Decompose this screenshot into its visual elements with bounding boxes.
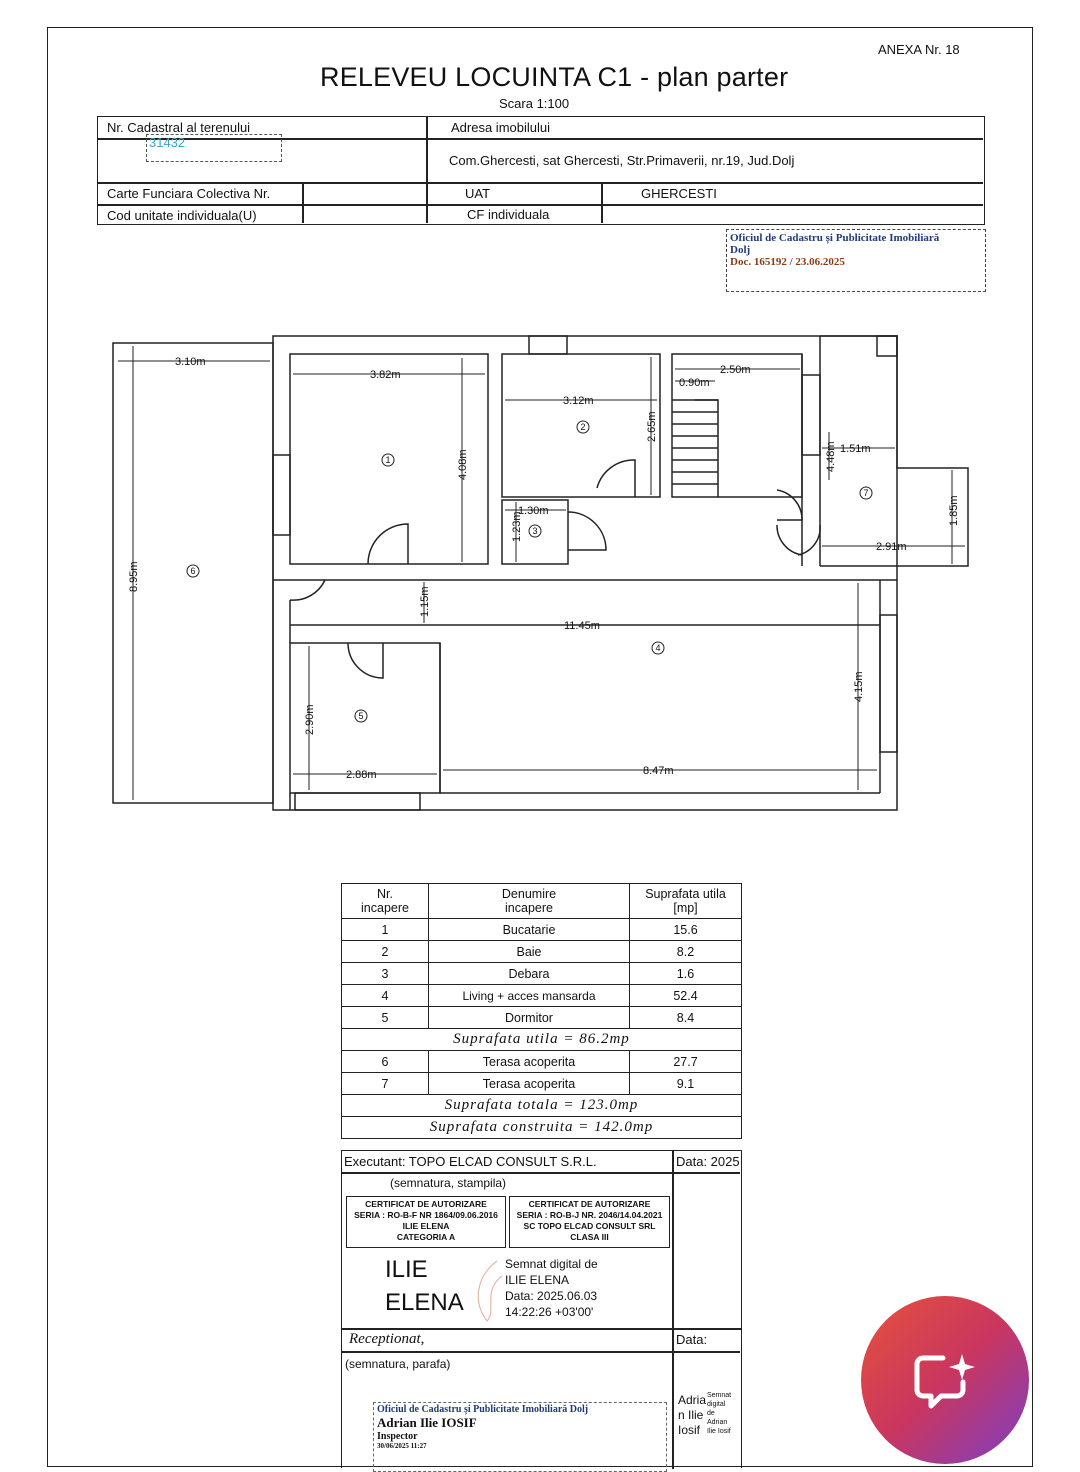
- dim-2-88: 2.88m: [346, 769, 377, 781]
- header-area: Suprafata utila [mp]: [630, 884, 742, 919]
- rooms-table: [341, 883, 742, 1139]
- dim-3-12: 3.12m: [563, 395, 594, 407]
- useful-area-total: Suprafata utila = 86.2mp: [342, 1029, 742, 1051]
- cf-label: Carte Funciara Colectiva Nr.: [107, 186, 271, 201]
- built-area: Suprafata construita = 142.0mp: [342, 1117, 742, 1139]
- dim-1-15: 1.15m: [419, 586, 431, 617]
- reception-signature-note: (semnatura, parafa): [345, 1357, 451, 1371]
- uat-value: GHERCESTI: [641, 186, 717, 201]
- ocpi-county: Dolj: [730, 244, 751, 256]
- dim-2-90: 2.90m: [304, 704, 316, 735]
- outer-wall: [273, 336, 897, 810]
- dim-2-65: 2.65m: [646, 411, 658, 442]
- dim-2-91: 2.91m: [876, 541, 907, 553]
- reception-digital-signature: Semnat digital de Adrian Ilie Iosif: [707, 1392, 732, 1435]
- dim-11-45: 11.45m: [564, 620, 600, 632]
- room-1-number: 1: [385, 455, 391, 465]
- room-2-number: 2: [580, 422, 586, 432]
- dim-4-48: 4.48m: [825, 441, 837, 472]
- page-title: RELEVEU LOCUINTA C1 - plan parter: [320, 62, 789, 92]
- reception-label: Receptionat,: [349, 1331, 425, 1347]
- dim-2-50: 2.50m: [720, 364, 751, 376]
- dim-1-30: 1.30m: [518, 505, 549, 517]
- table-row: 1 Bucatarie 15.6: [342, 919, 742, 941]
- dim-8-47: 8.47m: [643, 765, 674, 777]
- inspector-stamp: Oficiul de Cadastru și Publicitate Imobiliară Dolj Adrian Ilie IOSIF Inspector 30/06/2025 11:27: [373, 1402, 667, 1472]
- signer-name-line2: ELENA: [385, 1289, 464, 1316]
- reception-section: [341, 1328, 742, 1468]
- dim-0-90: 0.90m: [679, 377, 710, 389]
- dim-1-51: 1.51m: [840, 443, 871, 455]
- ai-assistant-button[interactable]: [861, 1296, 1029, 1464]
- ai-chat-sparkle-icon: [913, 1352, 979, 1412]
- dim-3-82: 3.82m: [370, 369, 401, 381]
- address-value: Com.Ghercesti, sat Ghercesti, Str.Primaverii, nr.19, Jud.Dolj: [449, 153, 795, 168]
- table-row: 7 Terasa acoperita 9.1: [342, 1073, 742, 1095]
- ocpi-doc: Doc. 165192 / 23.06.2025: [730, 256, 845, 268]
- dim-3-10: 3.10m: [175, 356, 206, 368]
- room-3-number: 3: [532, 526, 538, 536]
- table-row: 2 Baie 8.2: [342, 941, 742, 963]
- room-6-number: 6: [190, 566, 196, 576]
- reception-signer-name: Adria n Ilie Iosif: [678, 1393, 707, 1437]
- cf-individual-label: CF individuala: [467, 207, 550, 222]
- uat-label: UAT: [465, 186, 491, 201]
- dim-1-85: 1.85m: [948, 495, 960, 526]
- table-row: 3 Debara 1.6: [342, 963, 742, 985]
- executant-date: Data: 2025: [676, 1154, 740, 1169]
- total-area: Suprafata totala = 123.0mp: [342, 1095, 742, 1117]
- signature-scribble-icon: [467, 1256, 507, 1326]
- dim-8-95: 8.95m: [128, 561, 140, 592]
- unit-label: Cod unitate individuala(U): [107, 208, 257, 223]
- digital-signature-executant: Semnat digital de ILIE ELENA Data: 2025.06.03 14:22:26 +03'00': [505, 1257, 598, 1319]
- address-label: Adresa imobilului: [451, 120, 550, 135]
- table-row: 4 Living + acces mansarda 52.4: [342, 985, 742, 1007]
- cadastral-label: Nr. Cadastral al terenului: [107, 120, 251, 135]
- authorization-cert-1: CERTIFICAT DE AUTORIZARE SERIA : RO-B-F NR 1864/09.06.2016 ILIE ELENA CATEGORIA A: [346, 1196, 506, 1248]
- dim-4-15: 4.15m: [853, 671, 865, 702]
- header-nr: Nr. incapere: [342, 884, 429, 919]
- dim-1-23: 1.23m: [511, 511, 523, 542]
- executant-signature-note: (semnatura, stampila): [390, 1176, 507, 1190]
- room-4-number: 4: [655, 643, 661, 653]
- room-7-number: 7: [863, 488, 869, 498]
- executant-label: Executant: TOPO ELCAD CONSULT S.R.L.: [344, 1154, 597, 1169]
- signer-name-line1: ILIE: [385, 1256, 428, 1283]
- table-row: 5 Dormitor 8.4: [342, 1007, 742, 1029]
- scale-label: Scara 1:100: [499, 96, 570, 111]
- header-name: Denumire incapere: [429, 884, 630, 919]
- room-5-number: 5: [358, 711, 364, 721]
- executant-section: [341, 1150, 742, 1330]
- table-row: 6 Terasa acoperita 27.7: [342, 1051, 742, 1073]
- annex-label: ANEXA Nr. 18: [878, 42, 960, 57]
- reception-date: Data:: [676, 1332, 708, 1347]
- cadastral-value: 31432: [149, 135, 186, 150]
- authorization-cert-2: CERTIFICAT DE AUTORIZARE SERIA : RO-B-J NR. 2046/14.04.2021 SC TOPO ELCAD CONSULT SRL CLASA III: [509, 1196, 670, 1248]
- ocpi-office: Oficiul de Cadastru și Publicitate Imobiliară: [730, 232, 940, 244]
- dim-4-08: 4.08m: [457, 449, 469, 480]
